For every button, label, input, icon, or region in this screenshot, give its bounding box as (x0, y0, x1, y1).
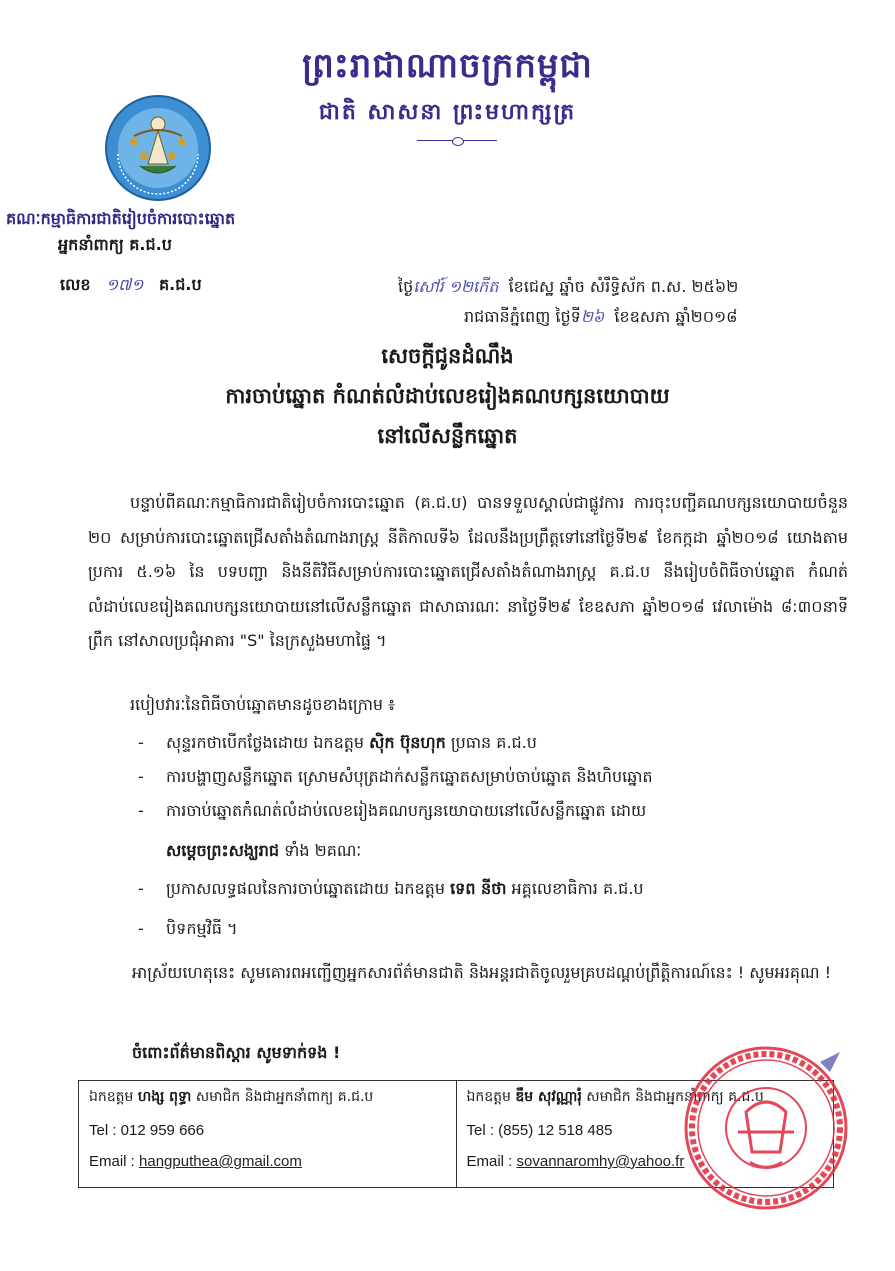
agenda-text: ប្រកាសលទ្ធផលនៃការចាប់ឆ្នោតដោយ ឯកឧត្តម (166, 879, 451, 898)
agenda-text: ការចាប់ឆ្នោតកំណត់លំដាប់លេខរៀងគណបក្សនយោបាយនៅលើសន្លឹកឆ្នោត ដោយ (166, 801, 647, 820)
lunar-date-prefix: ថ្ងៃ (398, 277, 414, 296)
lunar-date-hand: សៅរ៍ ១២កើត (413, 277, 499, 296)
agenda-person: ស៊ិក ប៊ុនហុក (369, 733, 446, 752)
civil-date-rest: ខែឧសភា ឆ្នាំ២០១៨ (614, 307, 738, 326)
email-link[interactable]: sovannaromhy@yahoo.fr (516, 1153, 685, 1170)
agenda-text: សុន្ទរកថាបើកថ្លែងដោយ ឯកឧត្តម (166, 733, 370, 752)
agenda-heading: របៀបវារៈនៃពិធីចាប់ឆ្នោតមានដូចខាងក្រោម ៖ (130, 695, 396, 714)
agenda-item (138, 766, 653, 790)
email-link[interactable]: hangputhea@gmail.com (139, 1153, 302, 1170)
agenda-item (138, 800, 646, 824)
spokes-unit: អ្នកនាំពាក្យ គ.ជ.ប (58, 235, 172, 254)
contact-email: Email : sovannaromhy@yahoo.fr (466, 1153, 685, 1170)
reference-number (60, 274, 202, 298)
contact-person: ហង្ស ពុទ្ធា (137, 1089, 192, 1105)
civil-date (464, 306, 737, 330)
agenda-person: សម្តេចព្រះសង្ឃរាជ (166, 841, 280, 860)
contact-name: ឯកឧត្តម ហង្ស ពុទ្ធា សមាជិក និងជាអ្នកនាំពាក្យ គ.ជ.ប (89, 1089, 374, 1105)
contact-note: ចំពោះព័ត៌មានពិស្តារ សូមទាក់ទង ! (132, 1043, 341, 1062)
lunar-date (398, 276, 738, 300)
notice-subtitle-2: នៅលើសន្លឹកឆ្នោត (377, 423, 518, 448)
ornamental-divider (417, 140, 497, 141)
nec-logo-icon (104, 94, 212, 202)
agenda-item (138, 732, 537, 756)
agenda-person: ទេព នីថា (450, 879, 507, 898)
contact-cell-1 (79, 1081, 456, 1187)
bullet-dash: - (138, 919, 144, 938)
ref-label: លេខ (60, 275, 91, 294)
closing-paragraph (88, 955, 848, 991)
agenda-text: បិទកម្មវិធី ។ (166, 919, 238, 938)
contact-tel: Tel : 012 959 666 (89, 1122, 205, 1139)
contact-email: Email : hangputhea@gmail.com (89, 1153, 302, 1170)
lunar-date-rest: ខែជេស្ឋ ឆ្នាំច សំរឹទ្ធិស័ក ព.ស. ២៥៦២ (508, 277, 739, 296)
contact-person: ឌឹម សុវណ្ណារុំ (515, 1089, 582, 1105)
paragraph-text: បន្ទាប់ពីគណៈកម្មាធិការជាតិរៀបចំការបោះឆ្នោត (គ.ជ.ប) បានទទួលស្គាល់ជាផ្លូវការ ការចុះបញ្ជីគណបក្សនយោបាយចំនួន ២០ សម្រាប់ការបោះឆ្នោតជ្រើសតាំងតំណាងរាស្ត្រ នីតិកាលទី៦ ដែលនឹងប្រព្រឹត្តទៅនៅថ្ងៃទី២៩ ខែកក្កដា ឆ្នាំ២០១៨ យោងតាមប្រការ ៥.១៦ នៃ បទបញ្ជា និងនីតិវិធីសម្រាប់ការបោះឆ្នោតជ្រើសតាំងតំណាងរាស្ត្រ គ.ជ.ប នឹងរៀបចំពិធីចាប់ឆ្នោត កំណត់លំដាប់លេខរៀងគណបក្សនយោបាយនៅលើសន្លឹកឆ្នោត ជាសាធារណៈ នាថ្ងៃទី២៩ ខែឧសភា ឆ្នាំ២០១៨ វេលាម៉ោង ៨:៣០នាទីព្រឹក នៅសាលប្រជុំអាគារ "S" នៃក្រសួងមហាផ្ទៃ ។ (88, 493, 848, 650)
agenda-text: ការបង្ហាញសន្លឹកឆ្នោត ស្រោមសំបុត្រដាក់សន្លឹកឆ្នោតសម្រាប់ចាប់ឆ្នោត និងហិបឆ្នោត (166, 767, 653, 786)
notice-title: សេចក្តីជូនដំណឹង (381, 343, 514, 368)
agenda-item (138, 878, 644, 902)
agenda-text: ប្រធាន គ.ជ.ប (445, 733, 537, 752)
contact-tel: Tel : (855) 12 518 485 (466, 1122, 613, 1139)
body-paragraph (88, 486, 848, 659)
kingdom-title: ព្រះរាជាណាចក្រកម្ពុជា (302, 46, 593, 86)
org-name: គណៈកម្មាធិការជាតិរៀបចំការបោះឆ្នោត (6, 209, 236, 228)
agenda-item (138, 918, 238, 942)
civil-date-hand: ២៦ (580, 307, 605, 326)
agenda-text: អគ្គលេខាធិការ គ.ជ.ប (506, 879, 644, 898)
agenda-item-continuation (166, 840, 361, 864)
agenda-text: ទាំង ២គណៈ (279, 841, 362, 860)
ref-suffix: គ.ជ.ប (158, 275, 202, 294)
bullet-dash: - (138, 801, 144, 820)
contact-name: ឯកឧត្តម ឌឹម សុវណ្ណារុំ សមាជិក និងជាអ្នកនាំពាក្យ គ.ជ.ប (466, 1089, 764, 1105)
bullet-dash: - (138, 733, 144, 752)
bullet-dash: - (138, 879, 144, 898)
official-seal-icon (680, 1042, 852, 1212)
notice-subtitle-1: ការចាប់ឆ្នោត កំណត់លំដាប់លេខរៀងគណបក្សនយោបាយ (225, 383, 670, 408)
bullet-dash: - (138, 767, 144, 786)
ref-number: ១៧១ (106, 275, 144, 294)
national-motto: ជាតិ សាសនា ព្រះមហាក្សត្រ (318, 99, 577, 125)
civil-date-prefix: រាជធានីភ្នំពេញ ថ្ងៃទី (464, 307, 581, 326)
closing-text: អាស្រ័យហេតុនេះ សូមគោរពអញ្ជើញអ្នកសារព័ត៌មានជាតិ និងអន្តរជាតិចូលរួមគ្របដណ្តប់ព្រឹត្តិការណ៍នេះ ! សូមអរគុណ ! (132, 963, 832, 982)
